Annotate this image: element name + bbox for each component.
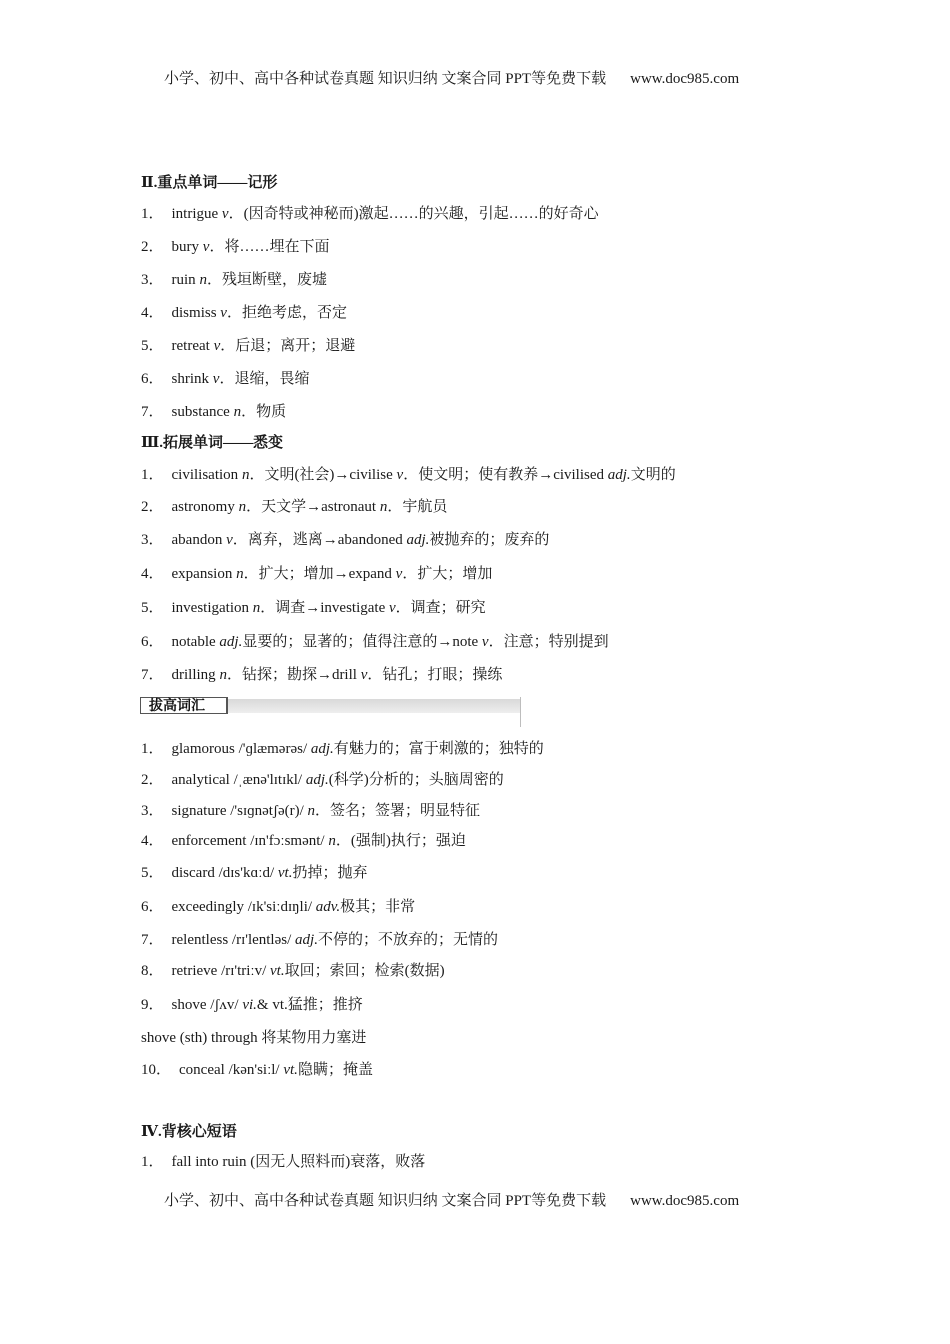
pos: vt.: [283, 1062, 298, 1078]
word: discard /dɪs'kɑːd/: [171, 865, 278, 881]
pos: v: [202, 239, 210, 255]
phrase-line: shove (sth) through 将某物用力塞进: [141, 1030, 367, 1046]
pos: v: [360, 667, 368, 683]
item-number: 1．: [141, 1154, 164, 1170]
item-number: 6．: [141, 899, 164, 915]
definition: ．离弃，逃离→abandoned: [232, 532, 407, 548]
pos: n: [199, 272, 207, 288]
definition: 取回；索回；检索(数据): [284, 963, 445, 979]
word: ruin: [171, 272, 196, 288]
item-number: 10．: [141, 1062, 172, 1078]
item-number: 5．: [141, 865, 164, 881]
word: substance: [171, 404, 230, 420]
pos: n: [219, 667, 227, 683]
list-item: [141, 402, 286, 422]
word: enforcement /ɪn'fɔːsmənt/: [171, 833, 329, 849]
pos: v: [389, 600, 396, 616]
list-item: [141, 995, 363, 1015]
item-number: 4．: [141, 305, 164, 321]
item-number: 2．: [141, 239, 164, 255]
page-footer: [164, 1191, 739, 1211]
word: relentless /rɪ'lentləs/: [171, 932, 296, 948]
list-item: [141, 530, 549, 550]
pos: v: [481, 634, 489, 650]
item-number: 3．: [141, 272, 164, 288]
word: astronomy: [171, 499, 239, 515]
word: drilling: [171, 667, 220, 683]
section-banner: [140, 697, 521, 727]
pos: n: [307, 803, 316, 819]
pos: adj.: [310, 741, 334, 757]
word: retreat: [171, 338, 210, 354]
item-number: 7．: [141, 932, 164, 948]
section2-title: Ⅱ.重点单词——记形: [141, 175, 278, 191]
list-item: [141, 770, 504, 790]
definition: 不停的；不放弃的；无情的: [317, 932, 498, 948]
page-header: [164, 69, 739, 89]
list-item: [141, 961, 445, 981]
pos: adv.: [315, 899, 341, 915]
definition: ．扩大；增加→expand: [243, 566, 396, 582]
item-number: 1．: [141, 206, 164, 222]
definition: 有魅力的；富于刺激的；独特的: [333, 741, 544, 757]
definition: ．扩大；增加: [402, 566, 493, 582]
word: analytical /ˌænə'lɪtɪkl/: [171, 772, 306, 788]
list-item: [141, 632, 609, 652]
pos: v: [226, 532, 233, 548]
item-number: 4．: [141, 566, 164, 582]
list-item: [141, 237, 329, 257]
pos: n: [233, 404, 242, 420]
definition: ．残垣断壁，废墟: [206, 272, 327, 288]
footer-site: www.doc985.com: [630, 1193, 740, 1209]
list-item: [141, 863, 367, 883]
pos: adj.: [295, 932, 318, 948]
word: expansion: [171, 566, 237, 582]
word: intrigue: [171, 206, 219, 222]
list-item: [141, 739, 544, 759]
definition: ．天文学→astronaut: [246, 499, 380, 515]
list-item: [141, 1152, 425, 1172]
list-item: [141, 465, 676, 485]
pos: adj.: [607, 467, 631, 483]
definition: 显要的；显著的；值得注意的→note: [242, 634, 482, 650]
list-item: [141, 336, 355, 356]
pos: n: [252, 600, 261, 616]
pos: n: [379, 499, 388, 515]
banner-label: 拔高词汇: [140, 697, 228, 714]
pos: vt.: [270, 963, 285, 979]
definition: ．文明(社会)→civilise: [249, 467, 397, 483]
item-number: 7．: [141, 667, 164, 683]
definition: & vt.猛推；推挤: [256, 997, 363, 1013]
pos: vi.: [242, 997, 257, 1013]
definition: 隐瞒；掩盖: [297, 1062, 373, 1078]
item-number: 8．: [141, 963, 164, 979]
list-item: [141, 1060, 373, 1080]
definition: ．使文明；使有教养→civilised: [403, 467, 608, 483]
pos: v: [220, 305, 227, 321]
definition: ．钻孔；打眼；操练: [367, 667, 503, 683]
definition: ．签名；签署；明显特征: [315, 803, 481, 819]
word: dismiss: [171, 305, 217, 321]
list-item: [141, 303, 347, 323]
definition: 被抛弃的；废弃的: [429, 532, 550, 548]
pos: n: [328, 833, 336, 849]
word: signature /'sɪɡnətʃə(r)/: [171, 803, 308, 819]
pos: v: [221, 206, 229, 222]
item-number: 1．: [141, 467, 164, 483]
definition: ．将……埋在下面: [209, 239, 330, 255]
item-number: 1．: [141, 741, 164, 757]
pos: n: [238, 499, 247, 515]
phrase: fall into ruin (因无人照料而)衰落，败落: [171, 1154, 426, 1170]
list-item: [141, 897, 415, 917]
definition: ．注意；特别提到: [488, 634, 609, 650]
definition: 文明的: [630, 467, 676, 483]
header-site: www.doc985.com: [630, 71, 740, 87]
definition: ．(因奇特或神秘而)激起……的兴趣，引起……的好奇心: [228, 206, 599, 222]
definition: ．退缩，畏缩: [219, 371, 310, 387]
item-number: 6．: [141, 634, 164, 650]
definition: ．(强制)执行；强迫: [335, 833, 466, 849]
pos: adj.: [406, 532, 430, 548]
list-item: [141, 930, 498, 950]
pos: n: [236, 566, 244, 582]
item-number: 9．: [141, 997, 164, 1013]
definition: ．拒绝考虑，否定: [226, 305, 347, 321]
word: investigation: [171, 600, 253, 616]
word: shrink: [171, 371, 210, 387]
word: civilisation: [171, 467, 242, 483]
definition: ．物质: [241, 404, 287, 420]
item-number: 2．: [141, 499, 164, 515]
pos: adj.: [219, 634, 243, 650]
list-item: [141, 665, 502, 685]
word: glamorous /'ɡlæmərəs/: [171, 741, 311, 757]
item-number: 5．: [141, 338, 164, 354]
item-number: 2．: [141, 772, 164, 788]
item-number: 5．: [141, 600, 164, 616]
pos: v: [212, 371, 220, 387]
word: bury: [171, 239, 200, 255]
pos: adj.: [305, 772, 329, 788]
word: notable: [171, 634, 220, 650]
definition: (科学)分析的；头脑周密的: [328, 772, 504, 788]
list-item: [141, 598, 486, 618]
item-number: 3．: [141, 532, 164, 548]
word: retrieve /rɪ'triːv/: [171, 963, 271, 979]
item-number: 6．: [141, 371, 164, 387]
pos: v: [395, 566, 403, 582]
definition: 扔掉；抛弃: [292, 865, 368, 881]
section4-title: Ⅳ.背核心短语: [141, 1124, 237, 1140]
definition: ．调查→investigate: [260, 600, 389, 616]
footer-text: 小学、初中、高中各种试卷真题 知识归纳 文案合同 PPT等免费下载: [164, 1193, 607, 1209]
definition: ．调查；研究: [395, 600, 486, 616]
list-item: [141, 497, 447, 517]
definition: ．钻探；勘探→drill: [226, 667, 361, 683]
definition: ．后退；离开；退避: [220, 338, 356, 354]
section3-title: Ⅲ.拓展单词——悉变: [141, 435, 284, 451]
list-item: [141, 270, 327, 290]
word: conceal /kən'siːl/: [179, 1062, 284, 1078]
list-item: [141, 831, 466, 851]
pos: v: [213, 338, 221, 354]
list-item: [141, 801, 480, 821]
word: abandon: [171, 532, 227, 548]
word: shove /ʃʌv/: [171, 997, 243, 1013]
item-number: 3．: [141, 803, 164, 819]
item-number: 4．: [141, 833, 164, 849]
definition: 极其；非常: [340, 899, 416, 915]
list-item: [141, 564, 492, 584]
word: exceedingly /ɪk'siːdɪŋli/: [171, 899, 316, 915]
pos: v: [396, 467, 404, 483]
definition: ．宇航员: [387, 499, 448, 515]
item-number: 7．: [141, 404, 164, 420]
pos: vt.: [277, 865, 293, 881]
list-item: [141, 369, 309, 389]
pos: n: [241, 467, 250, 483]
header-text: 小学、初中、高中各种试卷真题 知识归纳 文案合同 PPT等免费下载: [164, 71, 607, 87]
list-item: [141, 204, 599, 224]
